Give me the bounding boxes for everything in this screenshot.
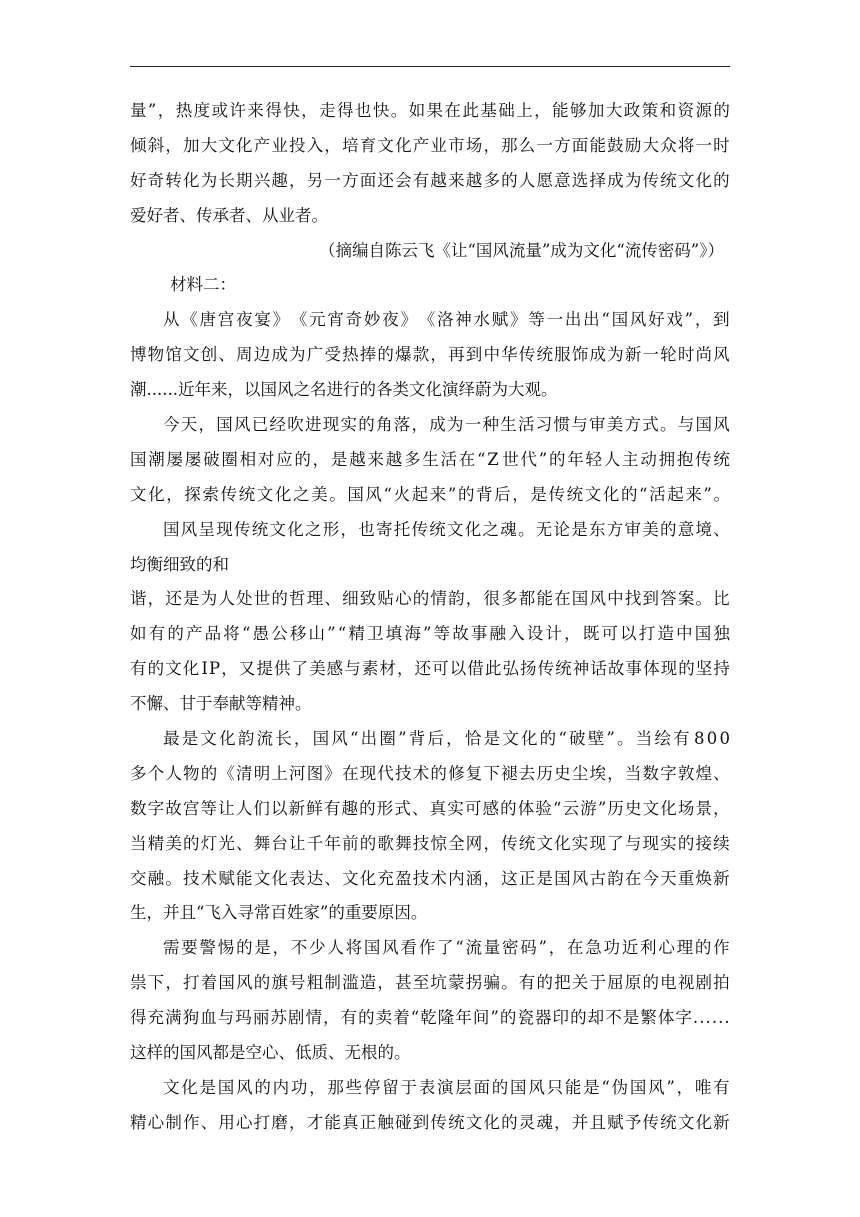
text-line: 博 物 馆 文 创 、 周 边 成 为 广 受 热 捧 的 爆 款 ， 再 到 中 华 传 统 服 饰 成 为 新 一 轮 时 尚 风 [130,345,730,365]
section-label: 材料二： [170,275,236,295]
source-citation: （摘编自陈云飞《让“国风流量”成为文化“流传密码”》） [319,240,724,260]
document-body [130,94,730,1141]
text-line: 祟 下 ， 打 着 国 风 的 旗 号 粗 制 滥 造 ， 甚 至 坑 蒙 拐 骗 。 有 的 把 关 于 屈 原 的 电 视 剧 拍 [130,973,730,993]
text-line: 如 有 的 产 品 将 “ 愚 公 移 山 ” “ 精 卫 填 海 ” 等 故 事 融 入 设 计 ， 既 可 以 打 造 中 国 独 [130,624,730,644]
text-line: 潮......近年来，以国风之名进行的各类文化演绎蔚为大观。 [130,380,558,400]
text-line: 数 字 故 宫 等 让 人 们 以 新 鲜 有 趣 的 形 式 、 真 实 可 感 的 体 验 “ 云 游 ” 历 史 文 化 场 景 ， [130,798,730,818]
text-line: 文 化 是 国 风 的 内 功 ， 那 些 停 留 于 表 演 层 面 的 国 风 只 能 是 “ 伪 国 风 ” ， 唯 有 [163,1077,730,1097]
text-line: 爱好者、传承者、从业者。 [130,205,328,225]
text-line: 国 潮 屡 屡 破 圈 相 对 应 的 ， 是 越 来 越 多 生 活 在 “ Z 世 代 ” 的 年 轻 人 主 动 拥 抱 传 统 [130,449,730,469]
text-line: 有 的 文 化 I P ， 又 提 供 了 美 感 与 素 材 ， 还 可 以 借 此 弘 扬 传 统 神 话 故 事 体 现 的 坚 持 [130,659,730,679]
text-line: 均衡细致的和 [130,554,229,574]
text-line: 得 充 满 狗 血 与 玛 丽 苏 剧 情 ， 有 的 卖 着 “ 乾 隆 年 间 ” 的 瓷 器 印 的 却 不 是 繁 体 字 . . . . . . [130,1008,730,1028]
text-line: 谐 ， 还 是 为 人 处 世 的 哲 理 、 细 致 贴 心 的 情 韵 ， 很 多 都 能 在 国 风 中 找 到 答 案 。 比 [130,589,730,609]
text-line: 生，并且“飞入寻常百姓家”的重要原因。 [130,903,428,923]
text-line: 从 《 唐 宫 夜 宴 》 《 元 宵 奇 妙 夜 》 《 洛 神 水 赋 》 等 一 出 出 “ 国 风 好 戏 ” ， 到 [163,310,730,330]
text-line: 好 奇 转 化 为 长 期 兴 趣 ， 另 一 方 面 还 会 有 越 来 越 多 的 人 愿 意 选 择 成 为 传 统 文 化 的 [130,170,730,190]
text-line: 当 精 美 的 灯 光 、 舞 台 让 千 年 前 的 歌 舞 技 惊 全 网 ， 传 统 文 化 实 现 了 与 现 实 的 接 续 [130,833,730,853]
text-line: 交 融 。 技 术 赋 能 文 化 表 达 、 文 化 充 盈 技 术 内 涵 ， 这 正 是 国 风 古 韵 在 今 天 重 焕 新 [130,868,730,888]
text-line: 需 要 警 惕 的 是 ， 不 少 人 将 国 风 看 作 了 “ 流 量 密 码 ” ， 在 急 功 近 利 心 理 的 作 [163,938,730,958]
header-rule [130,66,730,67]
text-line: 多 个 人 物 的 《 清 明 上 河 图 》 在 现 代 技 术 的 修 复 下 褪 去 历 史 尘 埃 ， 当 数 字 敦 煌 、 [130,763,730,783]
text-line: 文 化 ， 探 索 传 统 文 化 之 美 。 国 风 “ 火 起 来 ” 的 背 后 ， 是 传 统 文 化 的 “ 活 起 来 ” 。 [130,484,730,504]
text-line: 最 是 文 化 韵 流 长 ， 国 风 “ 出 圈 ” 背 后 ， 恰 是 文 化 的 “ 破 壁 ” 。 当 绘 有 8 0 0 [163,729,730,749]
text-line: 不懈、甘于奉献等精神。 [130,694,312,714]
text-line: 这样的国风都是空心、低质、无根的。 [130,1043,411,1063]
text-line: 今 天 ， 国 风 已 经 吹 进 现 实 的 角 落 ， 成 为 一 种 生 活 习 惯 与 审 美 方 式 。 与 国 风 [163,415,730,435]
text-line: 倾 斜 ， 加 大 文 化 产 业 投 入 ， 培 育 文 化 产 业 市 场 ， 那 么 一 方 面 能 鼓 励 大 众 将 一 时 [130,135,730,155]
text-line: 量 ” ， 热 度 或 许 来 得 快 ， 走 得 也 快 。 如 果 在 此 基 础 上 ， 能 够 加 大 政 策 和 资 源 的 [130,101,730,120]
text-line: 精 心 制 作 、 用 心 打 磨 ， 才 能 真 正 触 碰 到 传 统 文 化 的 灵 魂 ， 并 且 赋 予 传 统 文 化 新 [130,1112,730,1132]
text-line: 国 风 呈 现 传 统 文 化 之 形 ， 也 寄 托 传 统 文 化 之 魂 。 无 论 是 东 方 审 美 的 意 境 、 [163,519,730,539]
